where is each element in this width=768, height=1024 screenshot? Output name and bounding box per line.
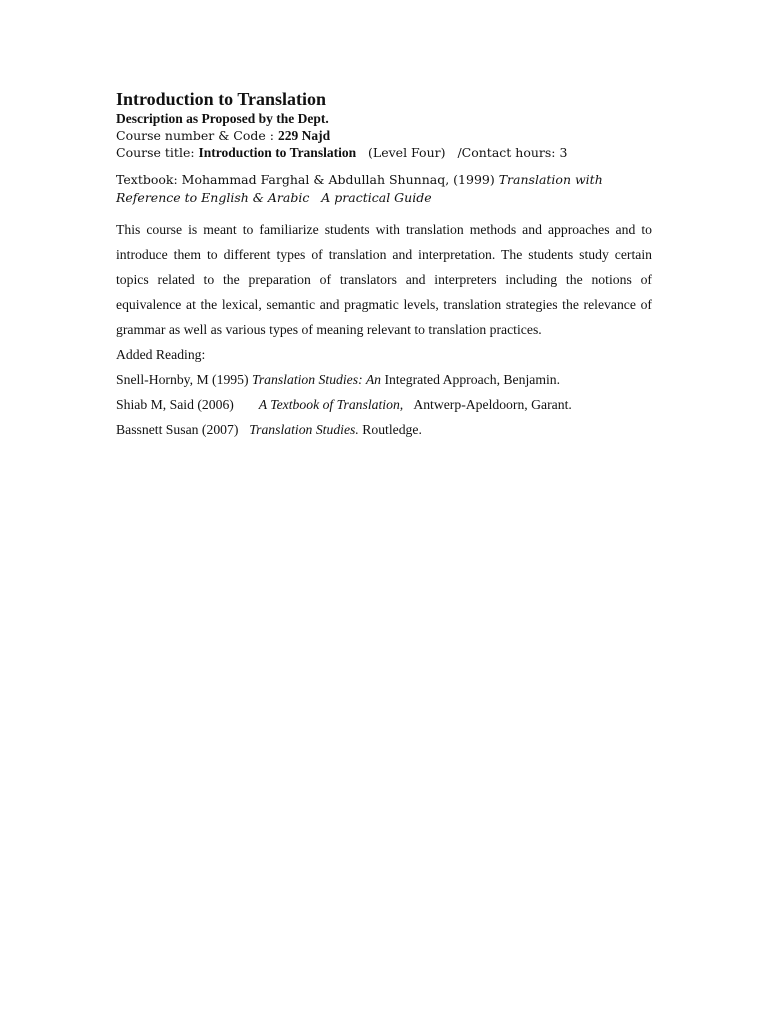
course-number-line <box>116 127 652 144</box>
reading-author: Snell-Hornby, M (1995) <box>116 372 249 387</box>
course-number-value: 229 Najd <box>277 128 331 143</box>
document-page <box>116 88 652 442</box>
course-level: (Level Four) <box>368 145 446 160</box>
reading-entry <box>116 392 652 417</box>
document-title: Introduction to Translation <box>116 89 327 109</box>
course-number-label: Course number & Code : <box>116 128 274 143</box>
reading-title: Translation Studies. <box>249 422 359 437</box>
textbook-title-line1: Translation with <box>498 172 603 187</box>
document-subtitle: Description as Proposed by the Dept. <box>116 111 329 126</box>
added-reading-heading: Added Reading: <box>116 347 206 362</box>
reading-author: Bassnett Susan (2007) <box>116 422 239 437</box>
reading-publisher: Routledge. <box>362 422 422 437</box>
textbook-subtitle: A practical Guide <box>321 190 432 205</box>
reading-entry <box>116 417 652 442</box>
textbook-prefix: Textbook: Mohammad Farghal & Abdullah Shunnaq, (1999) <box>116 172 495 187</box>
course-title-line <box>116 144 652 161</box>
course-title-label: Course title: <box>116 145 195 160</box>
reading-publisher: Antwerp-Apeldoorn, Garant. <box>413 397 572 412</box>
course-title-value: Introduction to Translation <box>198 145 357 160</box>
textbook-title-line2: Reference to English & Arabic <box>116 190 310 205</box>
reading-title: Translation Studies: An <box>251 372 382 387</box>
textbook-reference <box>116 171 652 207</box>
course-contact-hours: /Contact hours: 3 <box>457 145 568 160</box>
reading-title: A Textbook of Translation, <box>258 397 404 412</box>
reading-publisher: Integrated Approach, Benjamin. <box>384 372 561 387</box>
reading-entry <box>116 367 652 392</box>
course-description: This course is meant to familiarize students with translation methods and approaches and to introduce them to different types of translation and interpretation. The students study certain topics related to the preparation of translators and interpreters including the notions of equivalence at the lexical, semantic and pragmatic levels, translation strategies the relevance of grammar as well as various types of meaning relevant to translation practices. <box>116 222 652 337</box>
reading-author: Shiab M, Said (2006) <box>116 397 234 412</box>
